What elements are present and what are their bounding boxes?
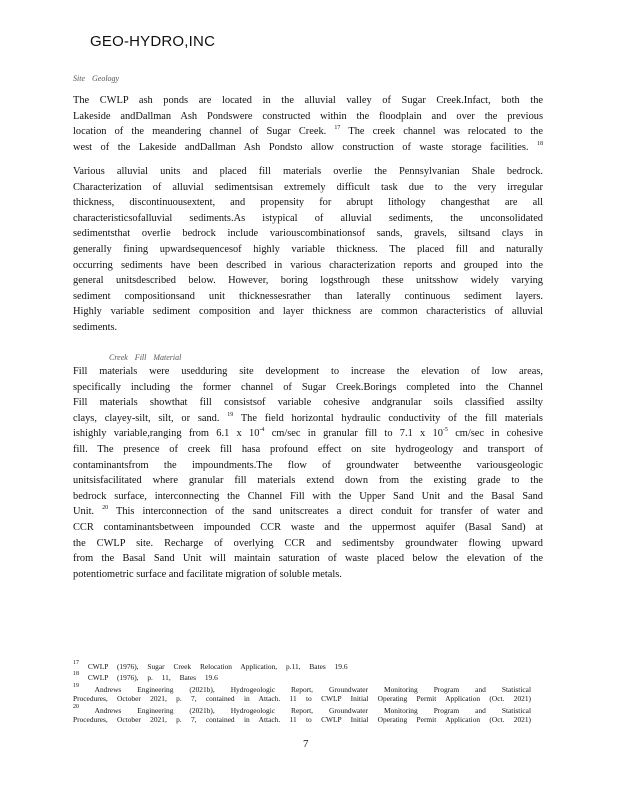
footnote-18: $^{18}$ CWLP (1976), p. 11, Bates 19.6 <box>73 671 218 683</box>
text-line: Characterization of alluvial sedimentsisan extremely difficult task due to the very irregular <box>73 181 543 193</box>
text-line: unitsisfacilitated where granular fill materials extend down from the existing grade to the <box>73 475 543 487</box>
footnotes <box>73 662 531 724</box>
text-line: Fill materials were usedduring site development to increase the elevation of low areas, <box>73 366 543 377</box>
site-geology-heading: Site Geology <box>73 74 120 83</box>
page-number: 7 <box>303 738 309 750</box>
text-line: clays, clayey-silt, silt, or sand. $^{19}$ The field horizontal hydraulic conductivity of the fill materials <box>73 411 543 424</box>
footnote-ref: 18 <box>537 140 543 147</box>
footnote-20: $^{20}$ Andrews Engineering (2021b), Hydrogeologic Report, Groundwater Monitoring Program and Statistical <box>73 703 531 715</box>
text-line: CCR contaminantsbetween impounded CCR waste and the uppermost aquifer (Basal Sand) at <box>73 521 543 533</box>
text-line: sedimentsthat overlie bedrock include variouscombinationsof sands, gravels, siltsand clays in <box>73 228 543 240</box>
text-line: ishighly variable,ranging from 6.1 x $10^{-4}$ cm/sec in granular fill to 7.1 x $10^{-5}$ cm/sec in cohesive <box>73 427 544 440</box>
text-line: characteristicsofalluvial sediments.As istypical of alluvial sediments, the unconsolidated <box>73 212 543 224</box>
text-line: west of the Lakeside andDallman Ash Pondsto allow construction of waste storage facilities. $^{18}$ <box>73 140 543 153</box>
footnote-19: $^{19}$ Andrews Engineering (2021b), Hydrogeologic Report, Groundwater Monitoring Program and Statistical <box>73 682 531 694</box>
text-line: fill. The presence of creek fill hasa profound effect on site hydrogeology and transport of <box>73 443 543 455</box>
text-line: thickness, discontinuousextent, and propensity for abrupt lithology changesthat are all <box>73 197 543 209</box>
text-line: Highly variable sediment composition and layer thickness are common characteristics of alluvial <box>73 306 543 318</box>
footnote-19-continued: Procedures, October 2021, p. 7, contained in Attach. 11 to CWLP Initial Operating Permit Application (Oct. 2021) <box>73 694 531 704</box>
text-line: Various alluvial units and placed fill materials overlie the Pennsylvanian Shale bedrock. <box>73 166 543 177</box>
text-line: The CWLP ash ponds are located in the alluvial valley of Sugar Creek.Infact, both the <box>73 95 543 106</box>
text-line: Fill materials showthat fill consistsof variable cohesive andgranular soils classified assilty <box>73 397 543 409</box>
text-line: bedrock surface, interconnecting the Channel Fill with the Upper Sand Unit and the Basal Sand <box>73 490 543 502</box>
text-line: generally fining upwardsequencesof highly variable thickness. The placed fill and naturally <box>73 243 543 255</box>
text-line: sediments. <box>73 321 118 333</box>
text-line: Lakeside andDallman Ash Pondswere constructed within the floodplain and over the previous <box>73 110 543 122</box>
footnote-17: $^{17}$ CWLP (1976), Sugar Creek Relocation Application, p.11, Bates 19.6 <box>73 660 348 671</box>
text-line: location of the meandering channel of Sugar Creek. $^{17}$ The creek channel was relocated to the <box>73 125 543 138</box>
creek-fill-paragraph <box>73 364 543 582</box>
site-geology-paragraph-1 <box>73 93 543 155</box>
text-line: occurring sediments have been described in various characterization reports and grouped into the <box>73 259 543 271</box>
company-header: GEO-HYDRO,INC <box>90 33 216 50</box>
footnote-ref: 19 <box>227 411 234 418</box>
creek-fill-heading: Creek Fill Material <box>109 353 182 362</box>
text-line: the CWLP site. Recharge of overlying CCR and sedimentsby groundwater flowing upward <box>73 537 543 549</box>
text-line: specifically including the former channel of Sugar Creek.Borings completed into the Channel <box>73 381 543 393</box>
footnote-ref: 17 <box>334 125 341 132</box>
text-line: from the Basal Sand Unit will maintain saturation of waste placed below the elevation of the <box>73 553 543 565</box>
text-line: potentiometric surface and facilitate migration of soluble metals. <box>73 568 342 580</box>
footnote-20-continued: Procedures, October 2021, p. 7, contained in Attach. 11 to CWLP Initial Operating Permit Application (Oct. 2021) <box>73 715 531 725</box>
footnote-ref: 20 <box>102 505 109 512</box>
text-line: contaminantsfrom the impoundments.The flow of groundwater betweenthe variousgeologic <box>73 459 543 471</box>
text-line: sediment compositionsand unit thicknessesrather than laterally continuous sediment layers. <box>73 290 543 302</box>
text-line: Unit. $^{20}$ This interconnection of the sand unitscreates a direct conduit for transfer of water and <box>73 505 543 518</box>
site-geology-paragraph-2 <box>73 164 543 336</box>
text-line: general unitsdescribed below. However, boring logsthrough these unitsshow widely varying <box>73 275 543 287</box>
